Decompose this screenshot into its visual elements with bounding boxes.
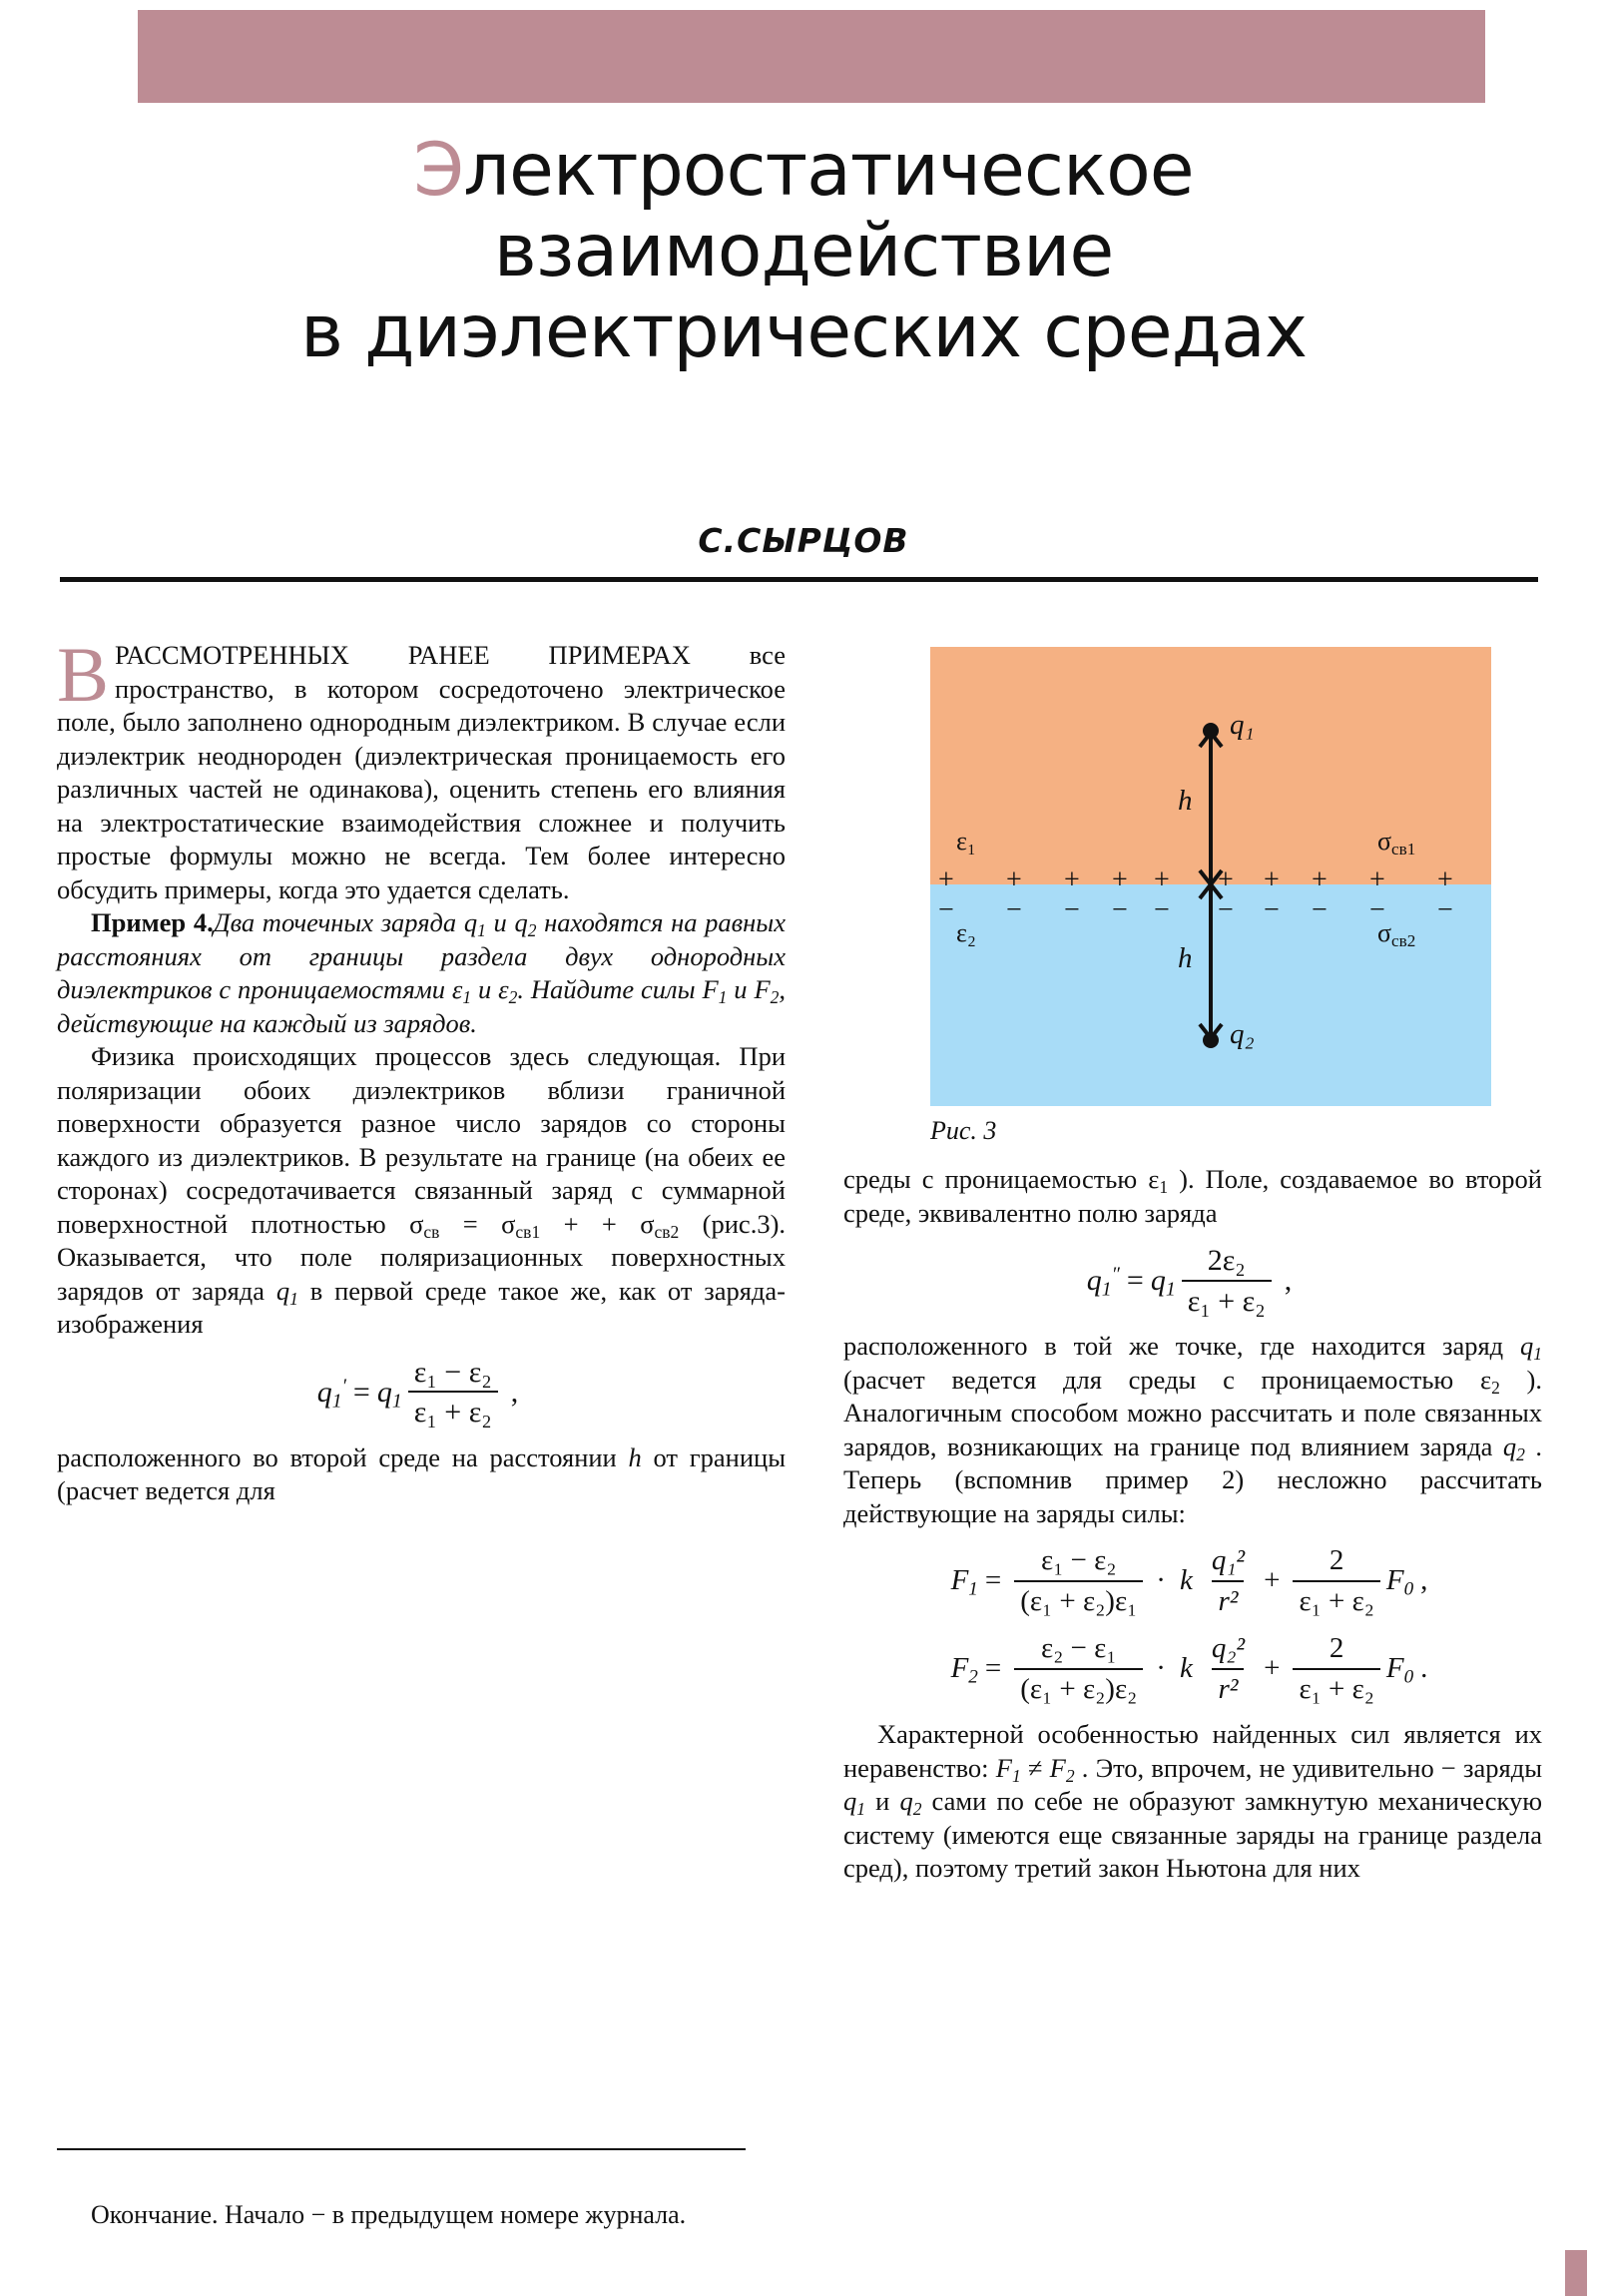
- right-1-b: ). Поле, создаваемое во второй среде, эквивалентно полю заряда: [843, 1164, 1542, 1228]
- figure-plus-sign: +: [1437, 864, 1453, 895]
- var-q1-r2: $q_1$: [1520, 1331, 1542, 1364]
- example-label: Пример 4.: [91, 907, 214, 937]
- eqF2-den-3: ε₁ + ε₂: [1293, 1668, 1379, 1707]
- right-3-c: сами по себе не образуют замкнутую механическую систему (имеются еще связанные заряды на границе раздела сред), поэтому третий закон Ньютона для них: [843, 1786, 1543, 1883]
- figure-plus-sign: +: [1064, 864, 1080, 895]
- equation-q1-doubleprime: [843, 1244, 1542, 1318]
- eqF2-fraction-2: [1206, 1632, 1251, 1706]
- right-2-c: ). Аналогичным способом можно рассчитать и поле связанных зарядов, возникающих на границе под влиянием заряда: [843, 1364, 1542, 1461]
- conj-and: и: [485, 907, 515, 937]
- var-q2-r2: $q_2$: [1502, 1431, 1525, 1464]
- equation-F2: [843, 1632, 1542, 1706]
- var-F1: $F_1$: [702, 974, 728, 1007]
- eq2-comma: ,: [1284, 1264, 1293, 1298]
- figure-plus-sign: +: [1218, 864, 1234, 895]
- eqF2-num-3: 2: [1329, 1632, 1344, 1664]
- figure-label-h-bottom: h: [1178, 942, 1193, 974]
- title-line-1: [90, 130, 1517, 211]
- figure-minus-sign: −: [1064, 894, 1080, 925]
- eqF1-fraction-3: [1293, 1544, 1379, 1618]
- physics-text-b: (рис.3). Оказывается, что поле поляризационных поверхностных зарядов от заряда: [57, 1208, 787, 1306]
- footnote: [57, 2172, 786, 2257]
- eq1-rhs-q: $q_1$: [376, 1375, 402, 1413]
- var-eps2: $\varepsilon_2$: [498, 974, 518, 1007]
- left-column: [57, 631, 787, 1508]
- figure-label-h-top: h: [1178, 785, 1193, 817]
- eqF1-comma: ,: [1420, 1564, 1428, 1597]
- right-3-a: Характерной особенностью найденных сил является их неравенство:: [843, 1719, 1542, 1783]
- right-2-a: расположенного в той же точке, где находится заряд: [843, 1331, 1520, 1361]
- var-eps2-r2: $\varepsilon_2$: [1479, 1364, 1500, 1398]
- paragraph-right-1: [843, 1163, 1542, 1230]
- var-q1-ref: $q_1$: [275, 1275, 298, 1309]
- eqF1-plus: +: [1264, 1564, 1281, 1597]
- right-3-b: . Это, впрочем, не удивительно − заряды: [1074, 1752, 1543, 1783]
- example-text-b: находятся на равных расстояниях от границы раздела двух однородных диэлектриков с проницаемостями: [57, 907, 787, 1004]
- eqF2-dot: ·: [1156, 1652, 1166, 1685]
- var-q1: $q_1$: [463, 907, 486, 940]
- equation-F1: [843, 1544, 1542, 1618]
- figure-minus-sign: −: [1218, 894, 1234, 925]
- var-h: h: [628, 1441, 642, 1472]
- sigma-glyph: σ: [1377, 827, 1392, 856]
- var-q1-r3: $q_1$: [843, 1786, 865, 1819]
- figure-plus-sign: +: [1369, 864, 1385, 895]
- right-2-b: (расчет ведется для среды с проницаемостью: [843, 1364, 1480, 1395]
- figure-label-sigma-sv1: [1377, 827, 1415, 857]
- after-eq1-a: расположенного во второй среде на расстоянии: [57, 1441, 629, 1472]
- eq2-lhs: $q_1''$: [1086, 1263, 1120, 1301]
- figure-minus-sign: −: [1369, 894, 1385, 925]
- eqF2-equals: =: [984, 1652, 1002, 1685]
- equation-q1-prime: [57, 1356, 786, 1430]
- paragraph-after-eq1: [57, 1441, 786, 1508]
- paragraph-right-3: [843, 1718, 1542, 1886]
- neq-sign: ≠: [1020, 1752, 1050, 1783]
- eqF1-fraction-1: [1014, 1544, 1143, 1618]
- eqF2-period: .: [1420, 1652, 1428, 1685]
- eqF1-den-3: ε₁ + ε₂: [1293, 1580, 1379, 1619]
- after-eq1-b: от границы (расчет ведется для: [57, 1441, 787, 1505]
- eqF2-den-2: r²: [1212, 1668, 1244, 1707]
- eq2-rhs-q: $q_1$: [1150, 1264, 1176, 1301]
- var-sigma-sv: $\sigma_{св}$: [409, 1208, 440, 1242]
- page-title: [90, 130, 1517, 372]
- figure-minus-sign: −: [1154, 894, 1170, 925]
- example-text-a: Два точечных заряда: [213, 907, 464, 937]
- eq1-denominator: ε₁ + ε₂: [408, 1391, 498, 1430]
- sigma-subscript: св2: [1391, 930, 1416, 950]
- eqF1-k: k: [1179, 1564, 1193, 1597]
- eqF1-den-1: (ε₁ + ε₂)ε₁: [1014, 1580, 1143, 1619]
- conj-and-3: и: [727, 974, 755, 1004]
- figure-minus-sign: −: [1437, 894, 1453, 925]
- right-2-d: . Теперь (вспомнив пример 2) несложно рассчитать действующие на заряды силы:: [843, 1431, 1543, 1528]
- eqF2-lhs: $F_2$: [950, 1652, 978, 1688]
- figure-minus-sign: −: [938, 894, 954, 925]
- eq1-equals: =: [352, 1375, 370, 1409]
- eqF2-F0: $F_0$: [1385, 1652, 1414, 1688]
- var-F2-r3: $F_2$: [1049, 1752, 1075, 1786]
- eqF1-fraction-2: [1206, 1544, 1251, 1618]
- var-F1-r3: $F_1$: [995, 1752, 1021, 1786]
- eqF2-num-2: q₂²: [1211, 1632, 1246, 1664]
- paragraph-right-2: [843, 1330, 1542, 1530]
- eq1-fraction: [408, 1356, 498, 1430]
- intro-body: все пространство, в котором сосредоточено электрическое поле, было заполнено однородным диэлектриком. В случае если диэлектрик неоднороден (диэлектрическая проницаемость его различных частей не одинакова), оценить степень его влияния на электростатические взаимодействия сложнее и получить простые формулы можно не всегда. Тем более интересно обсудить примеры, когда это удается сделать.: [57, 640, 787, 904]
- figure-plus-sign: +: [938, 864, 954, 895]
- figure-label-eps2: ε₂: [956, 918, 976, 947]
- title-line-1-rest: лектростатическое: [463, 128, 1194, 213]
- example-text-d: , действующие на каждый из зарядов.: [57, 974, 786, 1038]
- eq2-numerator: 2ε₂: [1207, 1244, 1246, 1277]
- title-dropcap: Э: [413, 128, 464, 213]
- figure-minus-sign: −: [1264, 894, 1280, 925]
- sigma-glyph: σ: [1377, 918, 1392, 947]
- example-text-c: . Найдите силы: [517, 974, 703, 1004]
- eq1-numerator: ε₁ − ε₂: [413, 1355, 492, 1389]
- figure-label-q2: q₂: [1230, 1018, 1255, 1050]
- eqF1-equals: =: [984, 1564, 1002, 1597]
- paragraph-intro: [57, 631, 787, 906]
- eq2-equals: =: [1126, 1264, 1144, 1298]
- sigma-equals: =: [439, 1208, 502, 1239]
- eqF2-fraction-1: [1014, 1632, 1143, 1706]
- var-sigma-sv1: $\sigma_{св1}$: [501, 1208, 541, 1242]
- paragraph-example-4: [57, 906, 786, 1040]
- sigma-subscript: св1: [1391, 839, 1416, 859]
- eqF1-dot: ·: [1156, 1564, 1166, 1597]
- figure-plus-sign: +: [1112, 864, 1128, 895]
- eqF2-k: k: [1179, 1652, 1193, 1685]
- right-column: [843, 1163, 1542, 1886]
- eq2-fraction: [1182, 1244, 1272, 1318]
- masthead-bar: [138, 10, 1485, 103]
- figure-plus-sign: +: [1312, 864, 1328, 895]
- eq1-comma: ,: [510, 1375, 519, 1409]
- eqF1-num-2: q₁²: [1211, 1544, 1246, 1576]
- var-q2: $q_2$: [514, 907, 537, 940]
- sigma-plus: + +: [540, 1208, 641, 1239]
- eqF2-num-1: ε₂ − ε₁: [1041, 1632, 1117, 1664]
- var-eps1: $\varepsilon_1$: [451, 974, 472, 1007]
- var-eps1-right: $\varepsilon_1$: [1148, 1164, 1169, 1197]
- figure-3: [930, 647, 1491, 1106]
- title-line-3: в диэлектрических средах: [299, 289, 1308, 374]
- physics-text-a: Физика происходящих процессов здесь следующая. При поляризации обоих диэлектриков вблизи граничной поверхности образуется разное число зарядов со стороны каждого из диэлектриков. В результате на границе (на обеих ее сторонах) сосредотачивается связанный заряд с суммарной поверхностной плотностью: [57, 1041, 786, 1239]
- eq2-denominator: ε₁ + ε₂: [1182, 1280, 1272, 1319]
- page-edge-marker: [1565, 2250, 1587, 2296]
- figure-minus-sign: −: [1112, 894, 1128, 925]
- physics-text-c: в первой среде такое же, как от заряда-изображения: [57, 1275, 786, 1339]
- figure-label-q1: q₁: [1230, 709, 1255, 741]
- drop-cap-letter: В: [57, 631, 110, 718]
- eqF1-den-2: r²: [1212, 1580, 1244, 1619]
- figure-plus-sign: +: [1154, 864, 1170, 895]
- eqF1-F0: $F_0$: [1385, 1564, 1414, 1600]
- paragraph-physics: [57, 1040, 786, 1342]
- eqF1-lhs: $F_1$: [950, 1564, 978, 1600]
- title-line-2: взаимодействие: [493, 209, 1114, 293]
- figure-label-sigma-sv2: [1377, 918, 1415, 948]
- eqF2-fraction-3: [1293, 1632, 1379, 1706]
- figure-plus-sign: +: [1006, 864, 1022, 895]
- var-q2-r3: $q_2$: [899, 1786, 922, 1819]
- figure-plus-sign: +: [1264, 864, 1280, 895]
- intro-smallcaps: РАССМОТРЕННЫХ РАНЕЕ ПРИМЕРАХ: [115, 640, 691, 670]
- footnote-text: Окончание. Начало − в предыдущем номере журнала.: [91, 2200, 687, 2229]
- author-byline: С.СЫРЦОВ: [698, 521, 909, 560]
- figure-caption: Рис. 3: [930, 1116, 997, 1145]
- eqF1-num-1: ε₁ − ε₂: [1041, 1544, 1117, 1576]
- eqF2-plus: +: [1264, 1652, 1281, 1685]
- figure-minus-sign: −: [1312, 894, 1328, 925]
- figure-minus-sign: −: [1006, 894, 1022, 925]
- eqF2-den-1: (ε₁ + ε₂)ε₂: [1014, 1668, 1143, 1707]
- conj-and-r3: и: [865, 1786, 900, 1816]
- header-rule: [60, 577, 1538, 582]
- eq1-lhs: $q_1'$: [316, 1375, 346, 1413]
- right-1-a: среды с проницаемостью: [843, 1164, 1149, 1194]
- conj-and-2: и: [471, 974, 499, 1004]
- eqF1-num-3: 2: [1329, 1544, 1344, 1576]
- var-F2: $F_2$: [754, 974, 780, 1007]
- footnote-rule: [57, 2148, 746, 2150]
- figure-label-eps1: ε₁: [956, 827, 976, 856]
- var-sigma-sv2: $\sigma_{св2}$: [640, 1208, 680, 1242]
